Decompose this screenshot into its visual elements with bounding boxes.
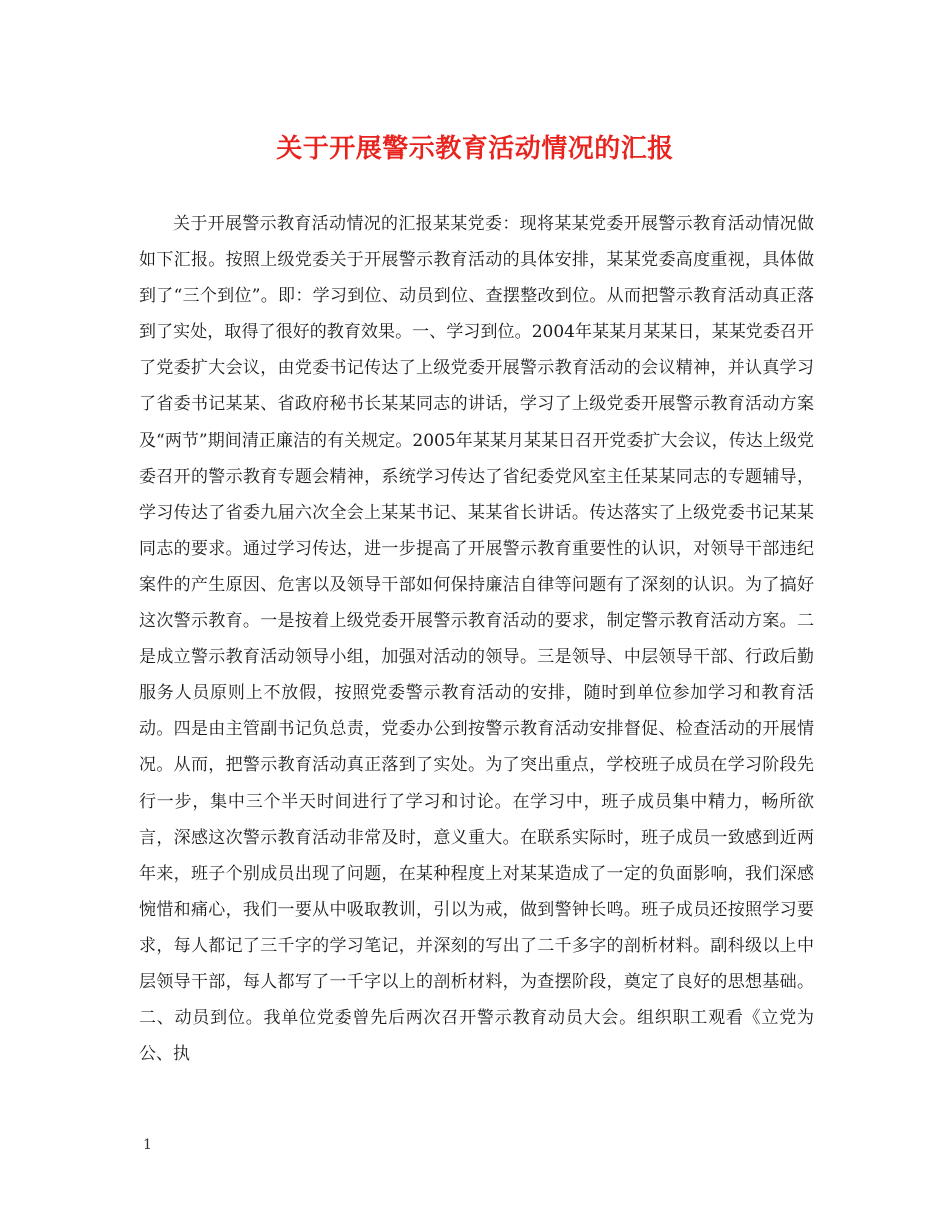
document-body [139, 206, 814, 1072]
body-paragraph: 关于开展警示教育活动情况的汇报某某党委：现将某某党委开展警示教育活动情况做如下汇报。按照上级党委关于开展警示教育活动的具体安排，某某党委高度重视，具体做到了“三个到位”。即：学习到位、动员到位、查摆整改到位。从而把警示教育活动真正落到了实处，取得了很好的教育效果。一、学习到位。2004年某某月某某日，某某党委召开了党委扩大会议，由党委书记传达了上级党委开展警示教育活动的会议精神，并认真学习了省委书记某某、省政府秘书长某某同志的讲话，学习了上级党委开展警示教育活动方案及“两节”期间清正廉洁的有关规定。2005年某某月某某日召开党委扩大会议，传达上级党委召开的警示教育专题会精神，系统学习传达了省纪委党风室主任某某同志的专题辅导，学习传达了省委九届六次全会上某某书记、某某省长讲话。传达落实了上级党委书记某某同志的要求。通过学习传达，进一步提高了开展警示教育重要性的认识，对领导干部违纪案件的产生原因、危害以及领导干部如何保持廉洁自律等问题有了深刻的认识。为了搞好这次警示教育。一是按着上级党委开展警示教育活动的要求，制定警示教育活动方案。二是成立警示教育活动领导小组，加强对活动的领导。三是领导、中层领导干部、行政后勤服务人员原则上不放假，按照党委警示教育活动的安排，随时到单位参加学习和教育活动。四是由主管副书记负总责，党委办公到按警示教育活动安排督促、检查活动的开展情况。从而，把警示教育活动真正落到了实处。为了突出重点，学校班子成员在学习阶段先行一步，集中三个半天时间进行了学习和讨论。在学习中，班子成员集中精力，畅所欲言，深感这次警示教育活动非常及时，意义重大。在联系实际时，班子成员一致感到近两年来，班子个别成员出现了问题，在某种程度上对某某造成了一定的负面影响，我们深感惋惜和痛心，我们一要从中吸取教训，引以为戒，做到警钟长鸣。班子成员还按照学习要求，每人都记了三千字的学习笔记，并深刻的写出了二千多字的剖析材料。副科级以上中层领导干部，每人都写了一千字以上的剖析材料，为查摆阶段，奠定了良好的思想基础。二、动员到位。我单位党委曾先后两次召开警示教育动员大会。组织职工观看《立党为公、执 [139, 214, 814, 1065]
document-title: 关于开展警示教育活动情况的汇报 [276, 134, 674, 164]
page-number: 1 [143, 1137, 152, 1153]
